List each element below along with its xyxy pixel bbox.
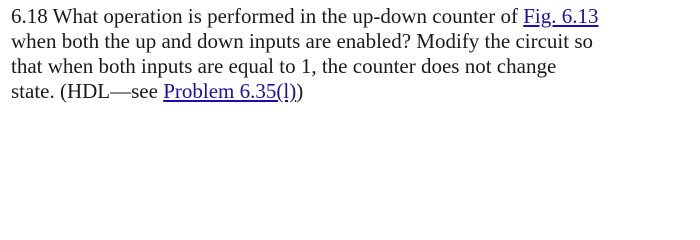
problem-text-line-4: state. (HDL—see [11,79,158,103]
problem-line-2: when both the up and down inputs are enabled? Modify the circuit so [11,29,594,53]
problem-line-4 [11,79,691,104]
problem-6-35-link[interactable]: Problem 6.35(l) [163,79,297,103]
problem-text-line-1: What operation is performed in the up-down counter of [52,4,518,28]
problem-line-1 [11,4,691,29]
problem-6-18 [11,4,691,104]
problem-number: 6.18 [11,4,48,28]
figure-6-13-link[interactable]: Fig. 6.13 [523,4,599,28]
problem-line-3: that when both inputs are equal to 1, the counter does not change [11,54,557,78]
closing-paren: ) [296,79,304,103]
